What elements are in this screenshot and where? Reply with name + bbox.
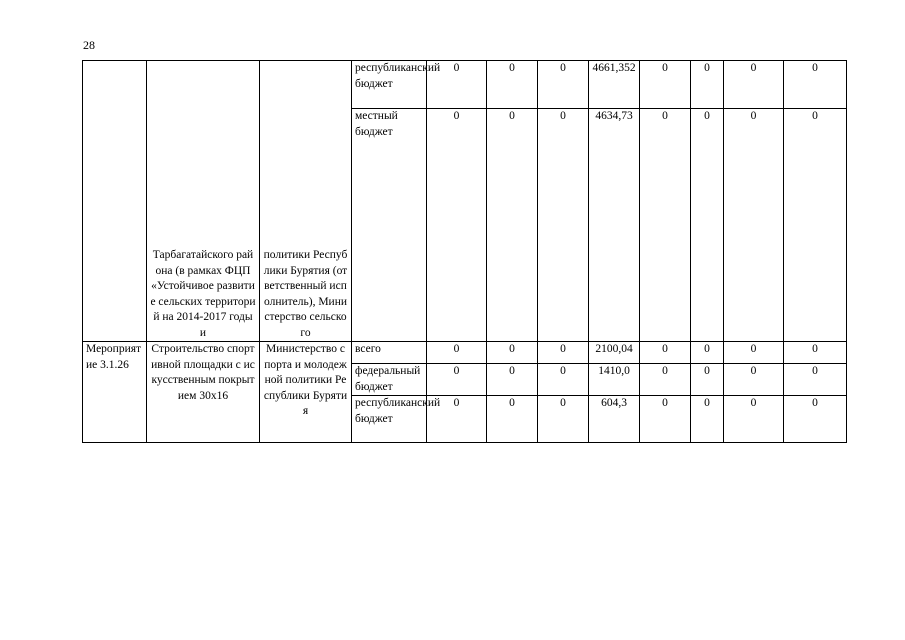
value-cell: 0 xyxy=(691,342,724,364)
value-cell: 0 xyxy=(487,364,538,396)
value-cell: 0 xyxy=(487,61,538,109)
value-cell: 4634,73 xyxy=(589,109,640,342)
value-cell: 0 xyxy=(640,396,691,443)
value-cell: 0 xyxy=(784,342,847,364)
value-cell: 0 xyxy=(784,61,847,109)
value-cell: 0 xyxy=(487,109,538,342)
value-cell: 2100,04 xyxy=(589,342,640,364)
action-label-cell xyxy=(83,342,147,443)
value-cell: 0 xyxy=(640,364,691,396)
project-name-cell xyxy=(147,61,260,342)
value-cell: 0 xyxy=(724,364,784,396)
page-number: 28 xyxy=(83,38,95,52)
source-cell: республиканский бюджет xyxy=(352,396,427,443)
value-cell: 0 xyxy=(427,342,487,364)
source-cell: всего xyxy=(352,342,427,364)
value-cell: 0 xyxy=(427,364,487,396)
project-name-cell xyxy=(147,342,260,443)
value-cell: 0 xyxy=(427,396,487,443)
value-cell: 0 xyxy=(427,109,487,342)
budget-table xyxy=(82,60,847,443)
action-label: Мероприятие 3.1.26 xyxy=(86,343,142,371)
value-cell: 0 xyxy=(427,61,487,109)
table-row xyxy=(83,342,847,364)
value-cell: 4661,352 xyxy=(589,61,640,109)
value-cell: 0 xyxy=(640,109,691,342)
value-cell: 0 xyxy=(538,342,589,364)
project-name-text: Тарбагатайского района (в рамках ФЦП «Устойчивое развитие сельских территорий на 2014-2017 годы и xyxy=(150,249,256,339)
value-cell: 0 xyxy=(538,61,589,109)
value-cell: 0 xyxy=(538,396,589,443)
value-cell: 0 xyxy=(724,109,784,342)
value-cell: 0 xyxy=(724,396,784,443)
value-cell: 0 xyxy=(538,364,589,396)
value-cell: 0 xyxy=(691,364,724,396)
executor-text: Министерство спорта и молодежной политики Республики Бурятия xyxy=(263,343,348,417)
value-cell: 0 xyxy=(640,61,691,109)
executor-cell xyxy=(260,342,352,443)
source-cell: федеральный бюджет xyxy=(352,364,427,396)
action-cell-empty xyxy=(83,61,147,342)
value-cell: 0 xyxy=(487,396,538,443)
value-cell: 0 xyxy=(640,342,691,364)
value-cell: 0 xyxy=(784,396,847,443)
value-cell: 0 xyxy=(784,364,847,396)
value-cell: 0 xyxy=(487,342,538,364)
executor-text: политики Республики Бурятия (ответственный исполнитель), Министерство сельского xyxy=(263,249,348,339)
value-cell: 0 xyxy=(724,61,784,109)
value-cell: 0 xyxy=(691,396,724,443)
value-cell: 1410,0 xyxy=(589,364,640,396)
value-cell: 0 xyxy=(724,342,784,364)
value-cell: 0 xyxy=(784,109,847,342)
executor-cell xyxy=(260,61,352,342)
value-cell: 0 xyxy=(691,109,724,342)
table-row xyxy=(83,61,847,109)
value-cell: 0 xyxy=(538,109,589,342)
source-cell: местный бюджет xyxy=(352,109,427,342)
value-cell: 0 xyxy=(691,61,724,109)
value-cell: 604,3 xyxy=(589,396,640,443)
project-name-text: Строительство спортивной площадки с искусственным покрытием 30х16 xyxy=(151,343,255,402)
source-cell: республиканский бюджет xyxy=(352,61,427,109)
